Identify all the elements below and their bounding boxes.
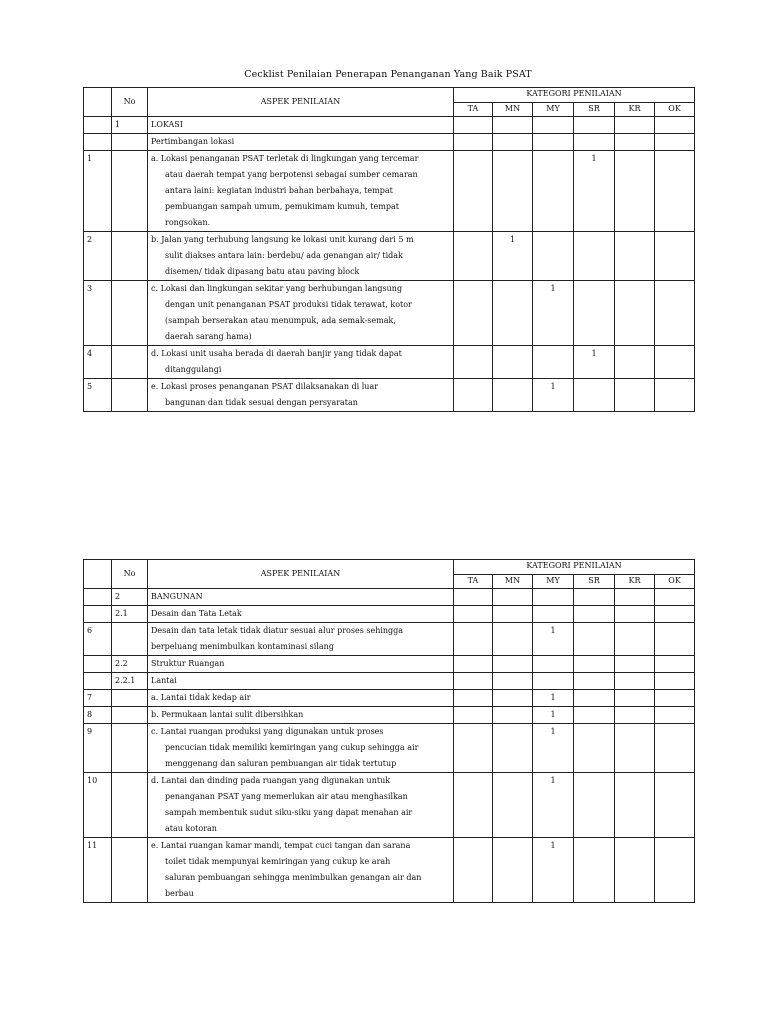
empty-cell (493, 606, 533, 623)
subsection-number: 2.2.1 (112, 673, 148, 690)
row-description-line: e. Lantai ruangan kamar mandi, tempat cuci tangan dan sarana (151, 841, 411, 850)
empty-cell (615, 606, 655, 623)
row-number: 2 (84, 232, 112, 281)
row-number: 1 (84, 151, 112, 232)
score-cell-ok (655, 346, 695, 379)
row-description-line: menggenang dan saluran pembuangan air tidak tertutup (165, 759, 397, 768)
empty-cell (84, 673, 112, 690)
row-number: 6 (84, 623, 112, 656)
score-cell-ok (655, 151, 695, 232)
score-cell-my (533, 151, 574, 232)
score-cell-kr (615, 151, 655, 232)
score-cell-ok (655, 690, 695, 707)
row-description (148, 623, 454, 656)
subsection-row (84, 673, 695, 690)
empty-cell (112, 379, 148, 412)
score-cell-mn (493, 623, 533, 656)
empty-cell (574, 656, 615, 673)
score-cell-my (533, 232, 574, 281)
empty-cell (655, 589, 695, 606)
score-cell-my (533, 346, 574, 379)
table-body (84, 560, 695, 903)
empty-cell (454, 117, 493, 134)
empty-cell (112, 707, 148, 724)
score-cell-my: 1 (533, 707, 574, 724)
score-cell-sr (574, 690, 615, 707)
row-description-line: toilet tidak mempunyai kemiringan yang cukup ke arah (165, 857, 391, 866)
empty-cell (454, 606, 493, 623)
score-cell-mn: 1 (493, 232, 533, 281)
score-cell-ok (655, 707, 695, 724)
empty-cell (454, 673, 493, 690)
score-cell-ta (454, 232, 493, 281)
empty-cell (112, 232, 148, 281)
table-body (84, 88, 695, 412)
subsection-title: Lantai (148, 673, 454, 690)
row-description (148, 346, 454, 379)
empty-cell (493, 117, 533, 134)
row-description-line: rongsokan. (165, 218, 211, 227)
score-cell-kr (615, 379, 655, 412)
score-cell-ta (454, 151, 493, 232)
header-col-my: MY (533, 574, 574, 589)
section-row (84, 117, 695, 134)
table-row (84, 690, 695, 707)
score-cell-mn (493, 724, 533, 773)
table-row (84, 838, 695, 903)
empty-cell (112, 623, 148, 656)
row-description (148, 232, 454, 281)
empty-cell (84, 88, 112, 117)
empty-cell (533, 589, 574, 606)
empty-cell (655, 656, 695, 673)
row-description-line: b. Permukaan lantai sulit dibersihkan (151, 710, 304, 719)
empty-cell (655, 134, 695, 151)
row-description-line: daerah sarang hama) (165, 332, 252, 341)
table-row (84, 623, 695, 656)
row-number: 4 (84, 346, 112, 379)
empty-cell (533, 134, 574, 151)
score-cell-ta (454, 690, 493, 707)
empty-cell (655, 673, 695, 690)
empty-cell (574, 673, 615, 690)
row-description-line: c. Lantai ruangan produksi yang digunakan untuk proses (151, 727, 384, 736)
score-cell-my: 1 (533, 838, 574, 903)
score-cell-sr (574, 379, 615, 412)
score-cell-sr: 1 (574, 346, 615, 379)
score-cell-my: 1 (533, 690, 574, 707)
row-number: 3 (84, 281, 112, 346)
row-description-line: antara laini: kegiatan industri bahan berbahaya, tempat (165, 186, 393, 195)
score-cell-ok (655, 379, 695, 412)
score-cell-mn (493, 281, 533, 346)
row-description-line: penanganan PSAT yang memerlukan air atau menghasilkan (165, 792, 408, 801)
empty-cell (112, 773, 148, 838)
score-cell-my: 1 (533, 623, 574, 656)
score-cell-ok (655, 623, 695, 656)
row-description-line: sulit diakses antara lain: berdebu/ ada genangan air/ tidak (165, 251, 403, 260)
row-description-line: c. Lokasi dan lingkungan sekitar yang berhubungan langsung (151, 284, 403, 293)
table-row (84, 151, 695, 232)
empty-cell (112, 346, 148, 379)
table-row (84, 707, 695, 724)
header-no: No (112, 88, 148, 117)
empty-cell (112, 690, 148, 707)
subsection-title: Desain dan Tata Letak (148, 606, 454, 623)
empty-cell (493, 589, 533, 606)
empty-cell (454, 134, 493, 151)
row-description-line: sampah membentuk sudut siku-siku yang dapat menahan air (165, 808, 413, 817)
row-description-line: disemen/ tidak dipasang batu atau paving block (165, 267, 360, 276)
score-cell-my: 1 (533, 379, 574, 412)
row-description (148, 838, 454, 903)
score-cell-kr (615, 838, 655, 903)
score-cell-mn (493, 707, 533, 724)
score-cell-ta (454, 773, 493, 838)
header-row (84, 560, 695, 575)
score-cell-my: 1 (533, 281, 574, 346)
empty-cell (112, 134, 148, 151)
row-description (148, 151, 454, 232)
row-description-line: d. Lantai dan dinding pada ruangan yang digunakan untuk (151, 776, 391, 785)
score-cell-mn (493, 690, 533, 707)
row-description-line: d. Lokasi unit usaha berada di daerah banjir yang tidak dapat (151, 349, 402, 358)
row-description-line: atau kotoran (165, 824, 217, 833)
header-col-my: MY (533, 102, 574, 117)
score-cell-ta (454, 724, 493, 773)
empty-cell (493, 673, 533, 690)
row-number: 9 (84, 724, 112, 773)
empty-cell (533, 673, 574, 690)
row-number: 11 (84, 838, 112, 903)
empty-cell (454, 656, 493, 673)
row-description-line: berbau (165, 889, 194, 898)
row-description (148, 379, 454, 412)
score-cell-kr (615, 724, 655, 773)
empty-cell (615, 673, 655, 690)
header-kategori-penilaian: KATEGORI PENILAIAN (454, 560, 695, 575)
empty-cell (112, 724, 148, 773)
section-title: BANGUNAN (148, 589, 454, 606)
header-col-mn: MN (493, 102, 533, 117)
row-number: 10 (84, 773, 112, 838)
checklist-table-lokasi (83, 87, 695, 412)
subsection-row (84, 606, 695, 623)
row-description-line: e. Lokasi proses penanganan PSAT dilaksanakan di luar (151, 382, 379, 391)
row-description-line: Desain dan tata letak tidak diatur sesuai alur proses sehingga (151, 626, 404, 635)
empty-cell (454, 589, 493, 606)
empty-cell (655, 117, 695, 134)
empty-cell (533, 117, 574, 134)
table-row (84, 232, 695, 281)
row-description-line: berpeluang menimbulkan kontaminasi silang (151, 642, 334, 651)
subsection-row (84, 134, 695, 151)
score-cell-kr (615, 623, 655, 656)
score-cell-mn (493, 379, 533, 412)
row-description-line: (sampah berserakan atau menumpuk, ada semak-semak, (165, 316, 396, 325)
empty-cell (84, 656, 112, 673)
empty-cell (112, 281, 148, 346)
document-title: Cecklist Penilaian Penerapan Penanganan Yang Baik PSAT (244, 69, 532, 80)
header-no: No (112, 560, 148, 589)
empty-cell (112, 838, 148, 903)
score-cell-sr (574, 623, 615, 656)
empty-cell (574, 606, 615, 623)
score-cell-ok (655, 838, 695, 903)
row-description (148, 724, 454, 773)
score-cell-ta (454, 281, 493, 346)
empty-cell (615, 589, 655, 606)
score-cell-kr (615, 281, 655, 346)
empty-cell (84, 560, 112, 589)
empty-cell (574, 117, 615, 134)
empty-cell (533, 606, 574, 623)
table-row (84, 379, 695, 412)
header-col-sr: SR (574, 102, 615, 117)
row-description (148, 773, 454, 838)
header-col-ta: TA (454, 102, 493, 117)
score-cell-sr (574, 281, 615, 346)
row-description-line: a. Lokasi penanganan PSAT terletak di lingkungan yang tercemar (151, 154, 419, 163)
empty-cell (533, 656, 574, 673)
empty-cell (84, 134, 112, 151)
section-number: 1 (112, 117, 148, 134)
subsection-row (84, 656, 695, 673)
row-description-line: saluran pembuangan sehingga menimbulkan genangan air dan (165, 873, 422, 882)
row-description-line: b. Jalan yang terhubung langsung ke lokasi unit kurang dari 5 m (151, 235, 414, 244)
score-cell-sr (574, 232, 615, 281)
header-aspek-penilaian: ASPEK PENILAIAN (148, 88, 454, 117)
subsection-title: Struktur Ruangan (148, 656, 454, 673)
score-cell-mn (493, 151, 533, 232)
empty-cell (615, 134, 655, 151)
row-description-line: dengan unit penanganan PSAT produksi tidak terawat, kotor (165, 300, 412, 309)
empty-cell (493, 656, 533, 673)
row-description-line: pencucian tidak memiliki kemiringan yang cukup sehingga air (165, 743, 419, 752)
empty-cell (493, 134, 533, 151)
table-row (84, 281, 695, 346)
header-kategori-penilaian: KATEGORI PENILAIAN (454, 88, 695, 103)
row-description-line: ditanggulangi (165, 365, 222, 374)
score-cell-sr: 1 (574, 151, 615, 232)
header-col-ok: OK (655, 574, 695, 589)
empty-cell (615, 656, 655, 673)
empty-cell (112, 151, 148, 232)
subsection-title: Pertimbangan lokasi (148, 134, 454, 151)
row-description (148, 707, 454, 724)
header-col-ta: TA (454, 574, 493, 589)
row-description-line: pembuangan sampah umum, pemukimam kumuh, tempat (165, 202, 399, 211)
row-description (148, 281, 454, 346)
score-cell-ta (454, 346, 493, 379)
score-cell-ok (655, 724, 695, 773)
subsection-number: 2.1 (112, 606, 148, 623)
score-cell-kr (615, 773, 655, 838)
score-cell-sr (574, 838, 615, 903)
section-number: 2 (112, 589, 148, 606)
score-cell-ta (454, 623, 493, 656)
table-row (84, 724, 695, 773)
row-description-line: atau daerah tempat yang berpotensi sebagai sumber cemaran (165, 170, 418, 179)
row-description-line: a. Lantai tidak kedap air (151, 693, 251, 702)
section-row (84, 589, 695, 606)
score-cell-kr (615, 346, 655, 379)
header-col-kr: KR (615, 102, 655, 117)
empty-cell (574, 589, 615, 606)
score-cell-sr (574, 707, 615, 724)
header-col-ok: OK (655, 102, 695, 117)
header-col-mn: MN (493, 574, 533, 589)
row-number: 8 (84, 707, 112, 724)
score-cell-ok (655, 281, 695, 346)
subsection-number: 2.2 (112, 656, 148, 673)
score-cell-my: 1 (533, 773, 574, 838)
empty-cell (615, 117, 655, 134)
row-number: 7 (84, 690, 112, 707)
empty-cell (84, 589, 112, 606)
empty-cell (655, 606, 695, 623)
header-col-kr: KR (615, 574, 655, 589)
header-aspek-penilaian: ASPEK PENILAIAN (148, 560, 454, 589)
empty-cell (84, 606, 112, 623)
score-cell-ok (655, 773, 695, 838)
table-row (84, 346, 695, 379)
score-cell-kr (615, 232, 655, 281)
section-title: LOKASI (148, 117, 454, 134)
row-description-line: bangunan dan tidak sesuai dengan persyaratan (165, 398, 358, 407)
score-cell-ta (454, 379, 493, 412)
table-row (84, 773, 695, 838)
score-cell-kr (615, 690, 655, 707)
score-cell-sr (574, 724, 615, 773)
score-cell-kr (615, 707, 655, 724)
score-cell-mn (493, 773, 533, 838)
row-number: 5 (84, 379, 112, 412)
checklist-table-bangunan (83, 559, 695, 903)
score-cell-mn (493, 838, 533, 903)
score-cell-mn (493, 346, 533, 379)
empty-cell (84, 117, 112, 134)
score-cell-ta (454, 707, 493, 724)
row-description (148, 690, 454, 707)
score-cell-ok (655, 232, 695, 281)
score-cell-ta (454, 838, 493, 903)
header-row (84, 88, 695, 103)
empty-cell (574, 134, 615, 151)
score-cell-sr (574, 773, 615, 838)
header-col-sr: SR (574, 574, 615, 589)
score-cell-my: 1 (533, 724, 574, 773)
